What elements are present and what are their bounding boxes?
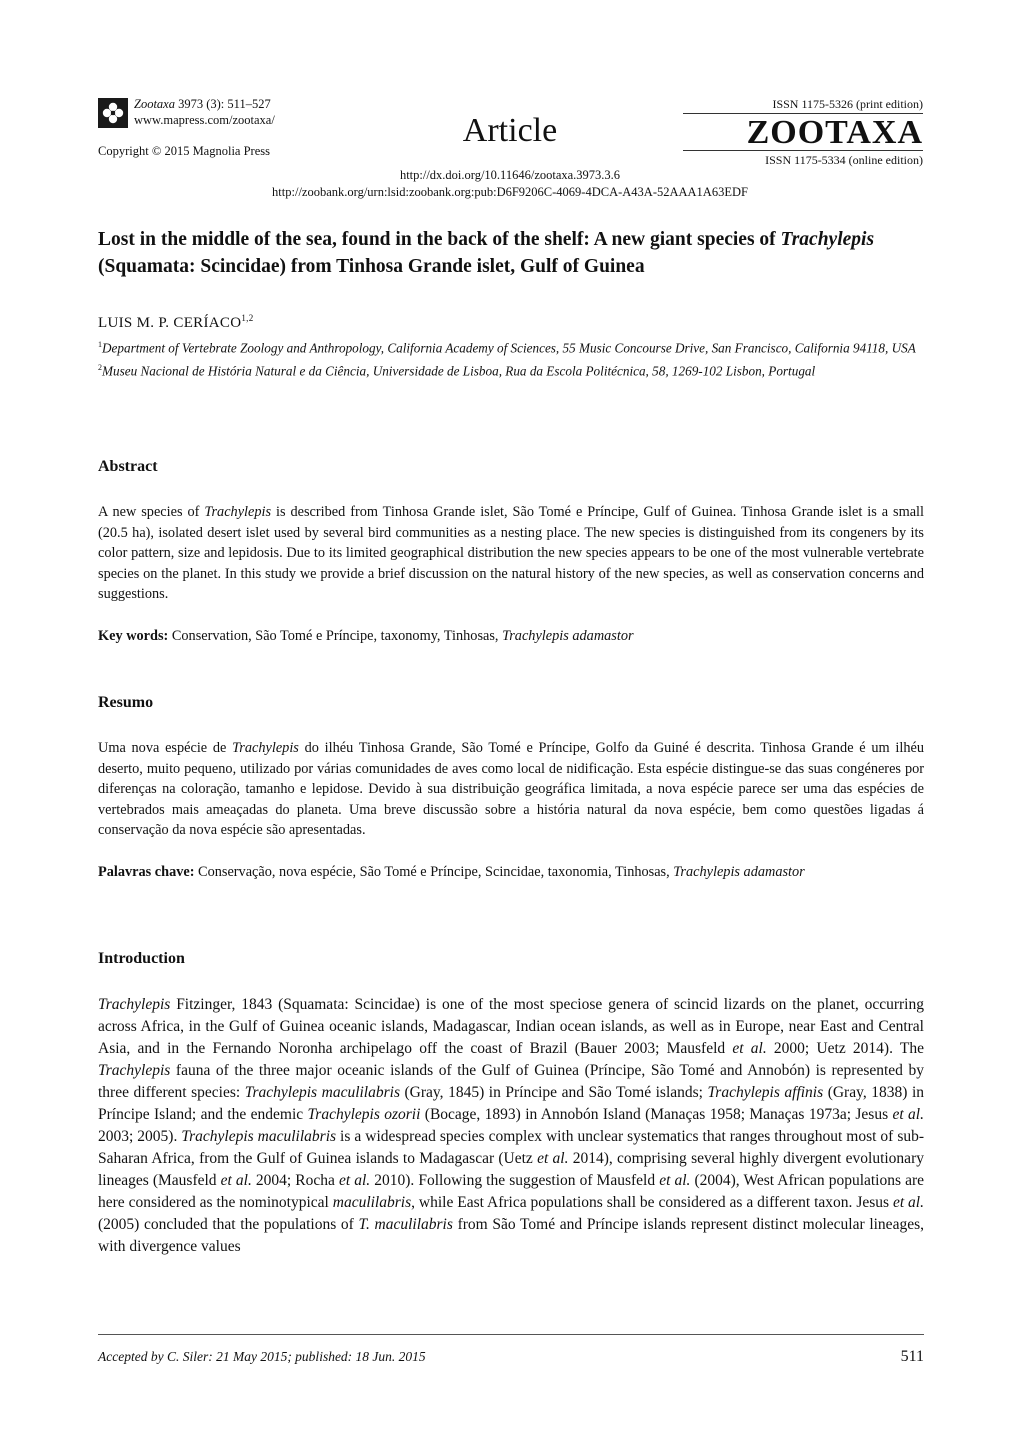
zootaxa-brand: ZOOTAXA xyxy=(746,114,923,151)
journal-citation: Zootaxa 3973 (3): 511–527 xyxy=(134,97,271,111)
journal-header-right xyxy=(683,96,923,168)
copyright: Copyright © 2015 Magnolia Press xyxy=(98,144,270,158)
article-type-label: Article xyxy=(462,112,558,149)
doi-link[interactable]: http://dx.doi.org/10.11646/zootaxa.3973.3.6 xyxy=(399,168,621,182)
page-number: 511 xyxy=(900,1348,924,1365)
issn-print: ISSN 1175-5326 (print edition) xyxy=(683,96,923,114)
author: LUIS M. P. CERÍACO$^{1,2}$ xyxy=(98,313,254,331)
abstract-text: A new species of Trachylepis is described from Tinhosa Grande islet, São Tomé e Príncipe, Gulf of Guinea. Tinhosa Grande islet is a small (20.5 ha), isolated desert islet used by several bird communities as a nesting place. The new species is distinguished from its congeners by its color pattern, size and lepidosis. Due to its limited geographical distribution the new species appears to be one of the most vulnerable vertebrate species on the planet. In this study we provide a brief discussion on the natural history of the new species, as well as conservation concerns and suggestions. xyxy=(98,504,924,602)
acceptance-note: Accepted by C. Siler: 21 May 2015; published: 18 Jun. 2015 xyxy=(98,1349,426,1364)
paper-title: Lost in the middle of the sea, found in the back of the shelf: A new giant species of Trachylepis (Squamata: Scincidae) from Tinhosa Grande islet, Gulf of Guinea xyxy=(98,229,875,277)
affiliation-2: $^2$Museu Nacional de História Natural e da Ciência, Universidade de Lisboa, Rua da Escola Politécnica, 58, 1269-102 Lisbon, Portugal xyxy=(98,362,816,379)
key-words: Key words: Conservation, São Tomé e Príncipe, taxonomy, Tinhosas, Trachylepis adamastor xyxy=(98,628,634,644)
affiliation-1: $^1$Department of Vertebrate Zoology and Anthropology, California Academy of Sciences, 55 Music Concourse Drive, San Francisco, California 94118, USA xyxy=(98,340,916,356)
issn-online: ISSN 1175-5334 (online edition) xyxy=(683,150,923,168)
zoobank-link[interactable]: http://zoobank.org/urn:lsid:zoobank.org:pub:D6F9206C-4069-4DCA-A43A-52AAA1A63EDF xyxy=(272,185,748,199)
journal-website-link[interactable]: www.mapress.com/zootaxa/ xyxy=(134,113,275,127)
introduction-text: Trachylepis Fitzinger, 1843 (Squamata: Scincidae) is one of the most speciose genera of scincid lizards on the planet, occurring across Africa, in the Gulf of Guinea oceanic islands, Madagascar, Indian ocean islands, as well as in Europe, near East and Central Asia, and in the Fernando Noronha archipelago off the coast of Brazil (Bauer 2003; Mausfeld et al. 2000; Uetz 2014). The Trachylepis fauna of the three major oceanic islands of the Gulf of Guinea (Príncipe, São Tomé and Annobón) is represented by three different species: Trachylepis maculilabris (Gray, 1845) in Príncipe and São Tomé islands; Trachylepis affinis (Gray, 1838) in Príncipe Island; and the endemic Trachylepis ozorii (Bocage, 1893) in Annobón Island (Manaças 1958; Manaças 1973a; Jesus et al. 2003; 2005). Trachylepis maculilabris is a widespread species complex with unclear systematics that ranges throughout most of sub-Saharan Africa, from the Gulf of Guinea islands to Madagascar (Uetz et al. 2014), comprising several highly divergent evolutionary lineages (Mausfeld et al. 2004; Rocha et al. 2010). Following the suggestion of Mausfeld et al. (2004), West African populations are here considered as the nominotypical maculilabris, while East Africa populations shall be considered as a different taxon. Jesus et al. (2005) concluded that the populations of T. maculilabris from São Tomé and Príncipe islands represent distinct molecular lineages, with divergence values xyxy=(98,996,925,1255)
identifier-links xyxy=(0,167,1020,201)
resumo-text: Uma nova espécie de Trachylepis do ilhéu Tinhosa Grande, São Tomé e Príncipe, Golfo da Guiné é descrita. Tinhosa Grande é um ilhéu deserto, muito pequeno, utilizado por várias comunidades de aves como local de nidificação. Esta espécie distingue-se das suas congéneres por diferenças na coloração, tamanho e lepidose. Devido à sua distribuição geográfica limitada, a nova espécie parece ser uma das espécies de vertebrados mais ameaçadas do planeta. Uma breve discussão sobre a história natural da nova espécie, bem como questões ligadas á conservação da nova espécie são apresentadas. xyxy=(98,740,924,838)
footer-divider xyxy=(98,1334,924,1335)
abstract-heading: Abstract xyxy=(98,458,158,475)
affiliations xyxy=(98,335,924,381)
resumo-heading: Resumo xyxy=(98,694,154,711)
palavras-chave: Palavras chave: Conservação, nova espécie, São Tomé e Príncipe, Scincidae, taxonomia, Tinhosas, Trachylepis adamastor xyxy=(98,864,805,880)
introduction-heading: Introduction xyxy=(98,950,185,967)
